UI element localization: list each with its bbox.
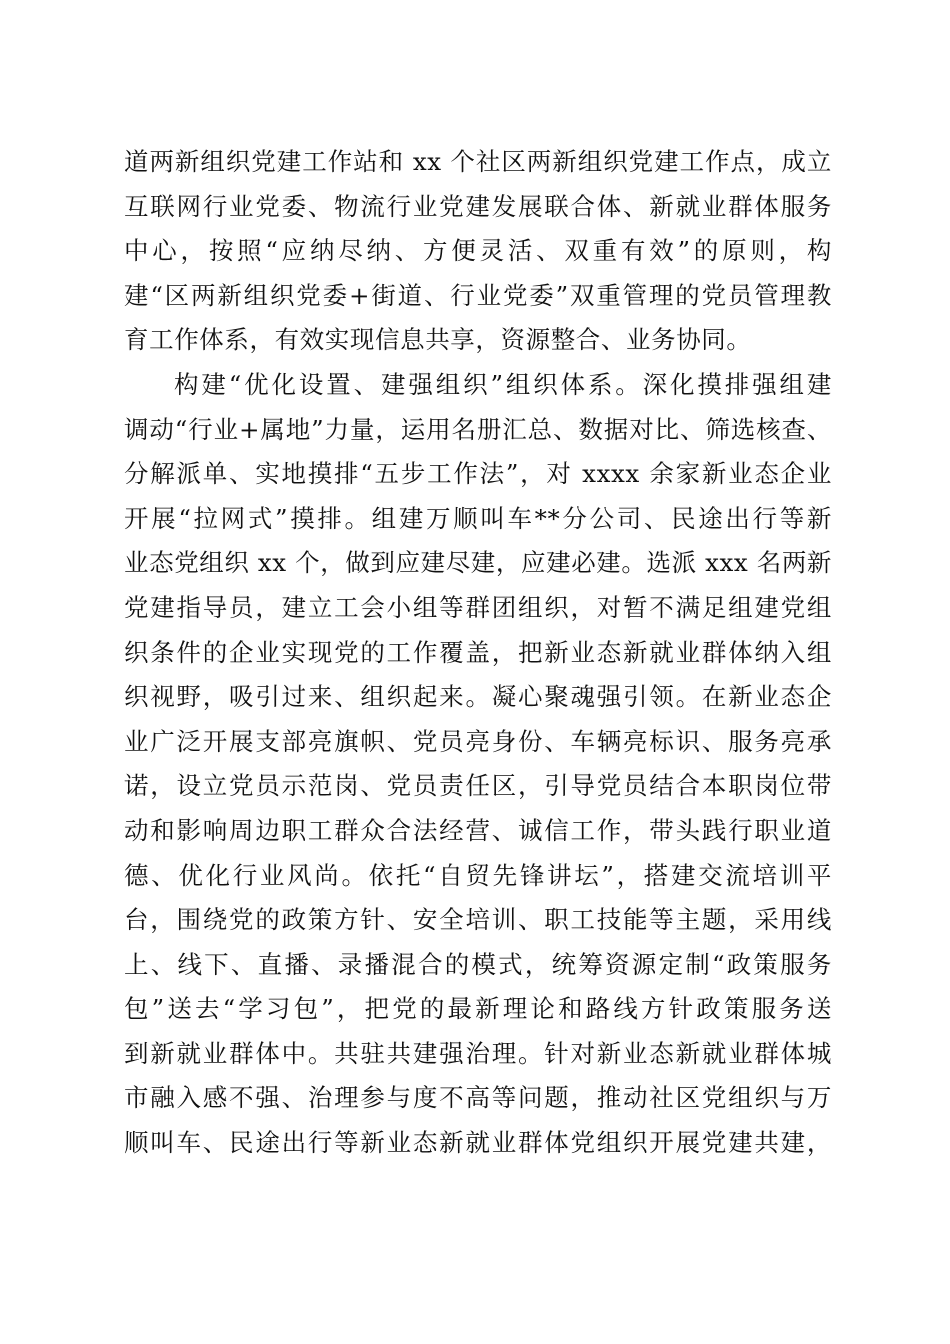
text-line: 互联网行业党委、物流行业党建发展联合体、新就业群体服务 (124, 191, 832, 221)
text-line: 分解派单、实地摸排“五步工作法”，对 xxxx 余家新业态企业 (124, 459, 832, 489)
text-line: 党建指导员，建立工会小组等群团组织，对暂不满足组建党组 (124, 592, 832, 622)
text-line: 诺，设立党员示范岗、党员责任区，引导党员结合本职岗位带 (124, 771, 832, 801)
text-line: 台，围绕党的政策方针、安全培训、职工技能等主题，采用线 (124, 905, 832, 935)
text-line: 调动“行业+属地”力量，运用名册汇总、数据对比、筛选核查、 (124, 414, 832, 444)
paragraph-start-line: 构建“优化设置、建强组织”组织体系。深化摸排强组建 (174, 369, 832, 399)
text-line: 开展“拉网式”摸排。组建万顺叫车**分公司、民途出行等新 (124, 503, 832, 533)
text-line: 德、优化行业风尚。依托“自贸先锋讲坛”，搭建交流培训平 (124, 860, 832, 890)
text-line: 包”送去“学习包”，把党的最新理论和路线方针政策服务送 (124, 994, 832, 1024)
text-line: 中心，按照“应纳尽纳、方便灵活、双重有效”的原则，构 (124, 236, 832, 266)
text-line: 建“区两新组织党委+街道、行业党委”双重管理的党员管理教 (124, 280, 832, 310)
text-line: 到新就业群体中。共驻共建强治理。针对新业态新就业群体城 (124, 1038, 832, 1068)
text-line: 市融入感不强、治理参与度不高等问题，推动社区党组织与万 (124, 1083, 832, 1113)
body-text (124, 140, 832, 1166)
text-line: 上、线下、直播、录播混合的模式，统筹资源定制“政策服务 (124, 949, 832, 979)
text-line: 道两新组织党建工作站和 xx 个社区两新组织党建工作点，成立 (124, 147, 832, 176)
text-line: 育工作体系，有效实现信息共享，资源整合、业务协同。 (124, 325, 752, 355)
text-line: 织视野，吸引过来、组织起来。凝心聚魂强引领。在新业态企 (124, 682, 832, 712)
text-line: 业态党组织 xx 个，做到应建尽建，应建必建。选派 xxx 名两新 (124, 548, 832, 578)
text-line: 织条件的企业实现党的工作覆盖，把新业态新就业群体纳入组 (124, 637, 832, 667)
text-line: 动和影响周边职工群众合法经营、诚信工作，带头践行职业道 (124, 815, 832, 845)
text-line: 业广泛开展支部亮旗帜、党员亮身份、车辆亮标识、服务亮承 (124, 726, 832, 756)
text-line: 顺叫车、民途出行等新业态新就业群体党组织开展党建共建， (124, 1128, 832, 1158)
